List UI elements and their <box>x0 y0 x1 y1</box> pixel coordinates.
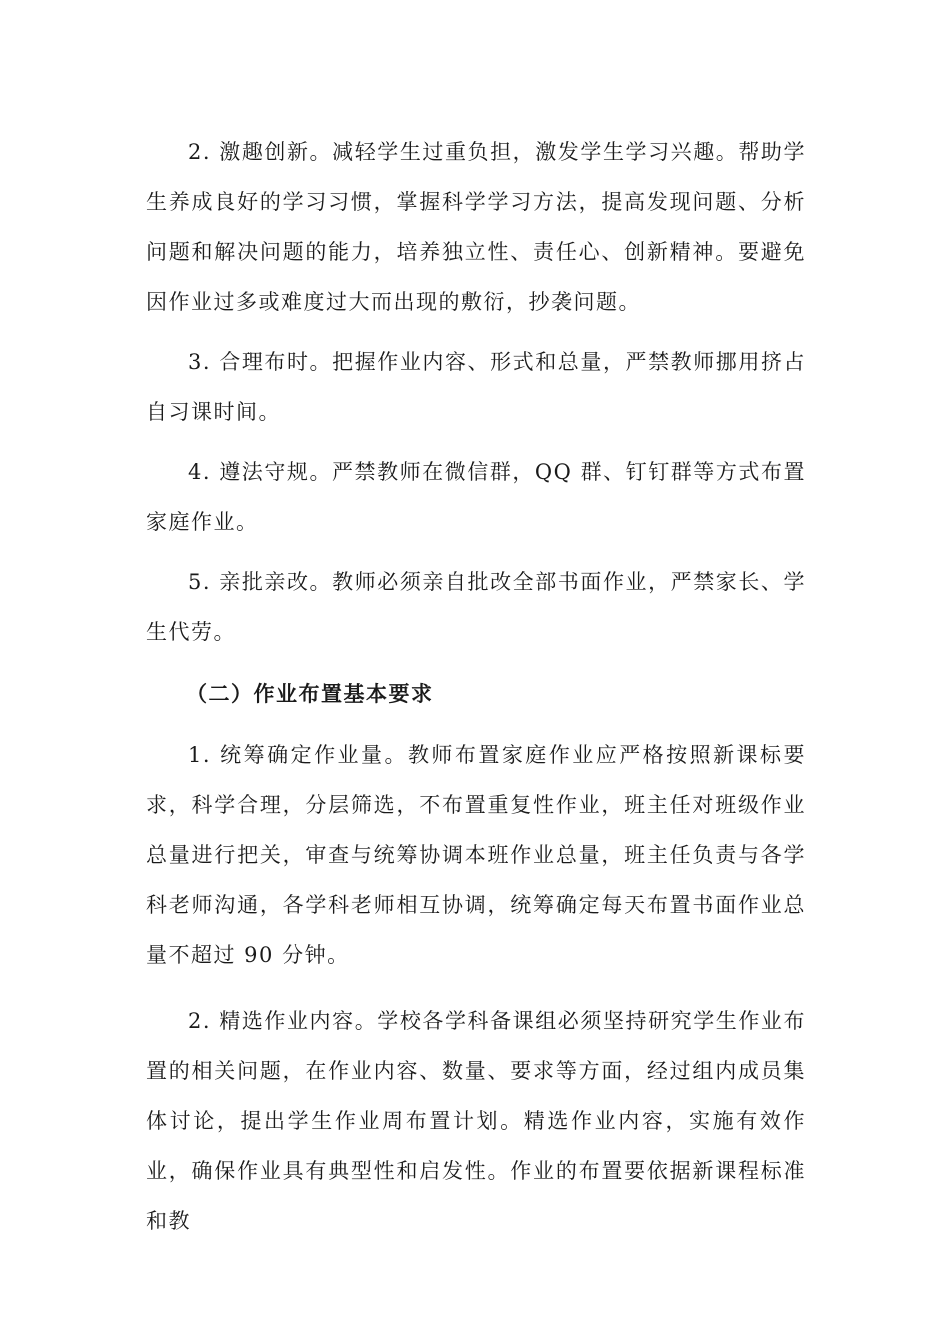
paragraph-homework-amount: 1. 统筹确定作业量。教师布置家庭作业应严格按照新课标要求，科学合理，分层筛选，不布置重复性作业，班主任对班级作业总量进行把关，审查与统筹协调本班作业总量，班主任负责与各学科老师沟通，各学科老师相互协调，统筹确定每天布置书面作业总量不超过 90 分钟。 <box>146 743 806 967</box>
paragraph-follow-rules: 4. 遵法守规。严禁教师在微信群，QQ 群、钉钉群等方式布置家庭作业。 <box>146 460 806 534</box>
paragraph-homework-content: 2. 精选作业内容。学校各学科备课组必须坚持研究学生作业布置的相关问题，在作业内容、数量、要求等方面，经过组内成员集体讨论，提出学生作业周布置计划。精选作业内容，实施有效作业，确保作业具有典型性和启发性。作业的布置要依据新课程标准和教 <box>146 1009 806 1233</box>
paragraph-excite-innovation: 2. 激趣创新。减轻学生过重负担，激发学生学习兴趣。帮助学生养成良好的学习习惯，掌握科学学习方法，提高发现问题、分析问题和解决问题的能力，培养独立性、责任心、创新精神。要避免因作业过多或难度过大而出现的敷衍，抄袭问题。 <box>146 140 806 314</box>
section-heading: （二）作业布置基本要求 <box>186 681 434 706</box>
paragraph-personal-grading: 5. 亲批亲改。教师必须亲自批改全部书面作业，严禁家长、学生代劳。 <box>146 570 806 644</box>
paragraph-reasonable-time: 3. 合理布时。把握作业内容、形式和总量，严禁教师挪用挤占自习课时间。 <box>146 350 806 424</box>
